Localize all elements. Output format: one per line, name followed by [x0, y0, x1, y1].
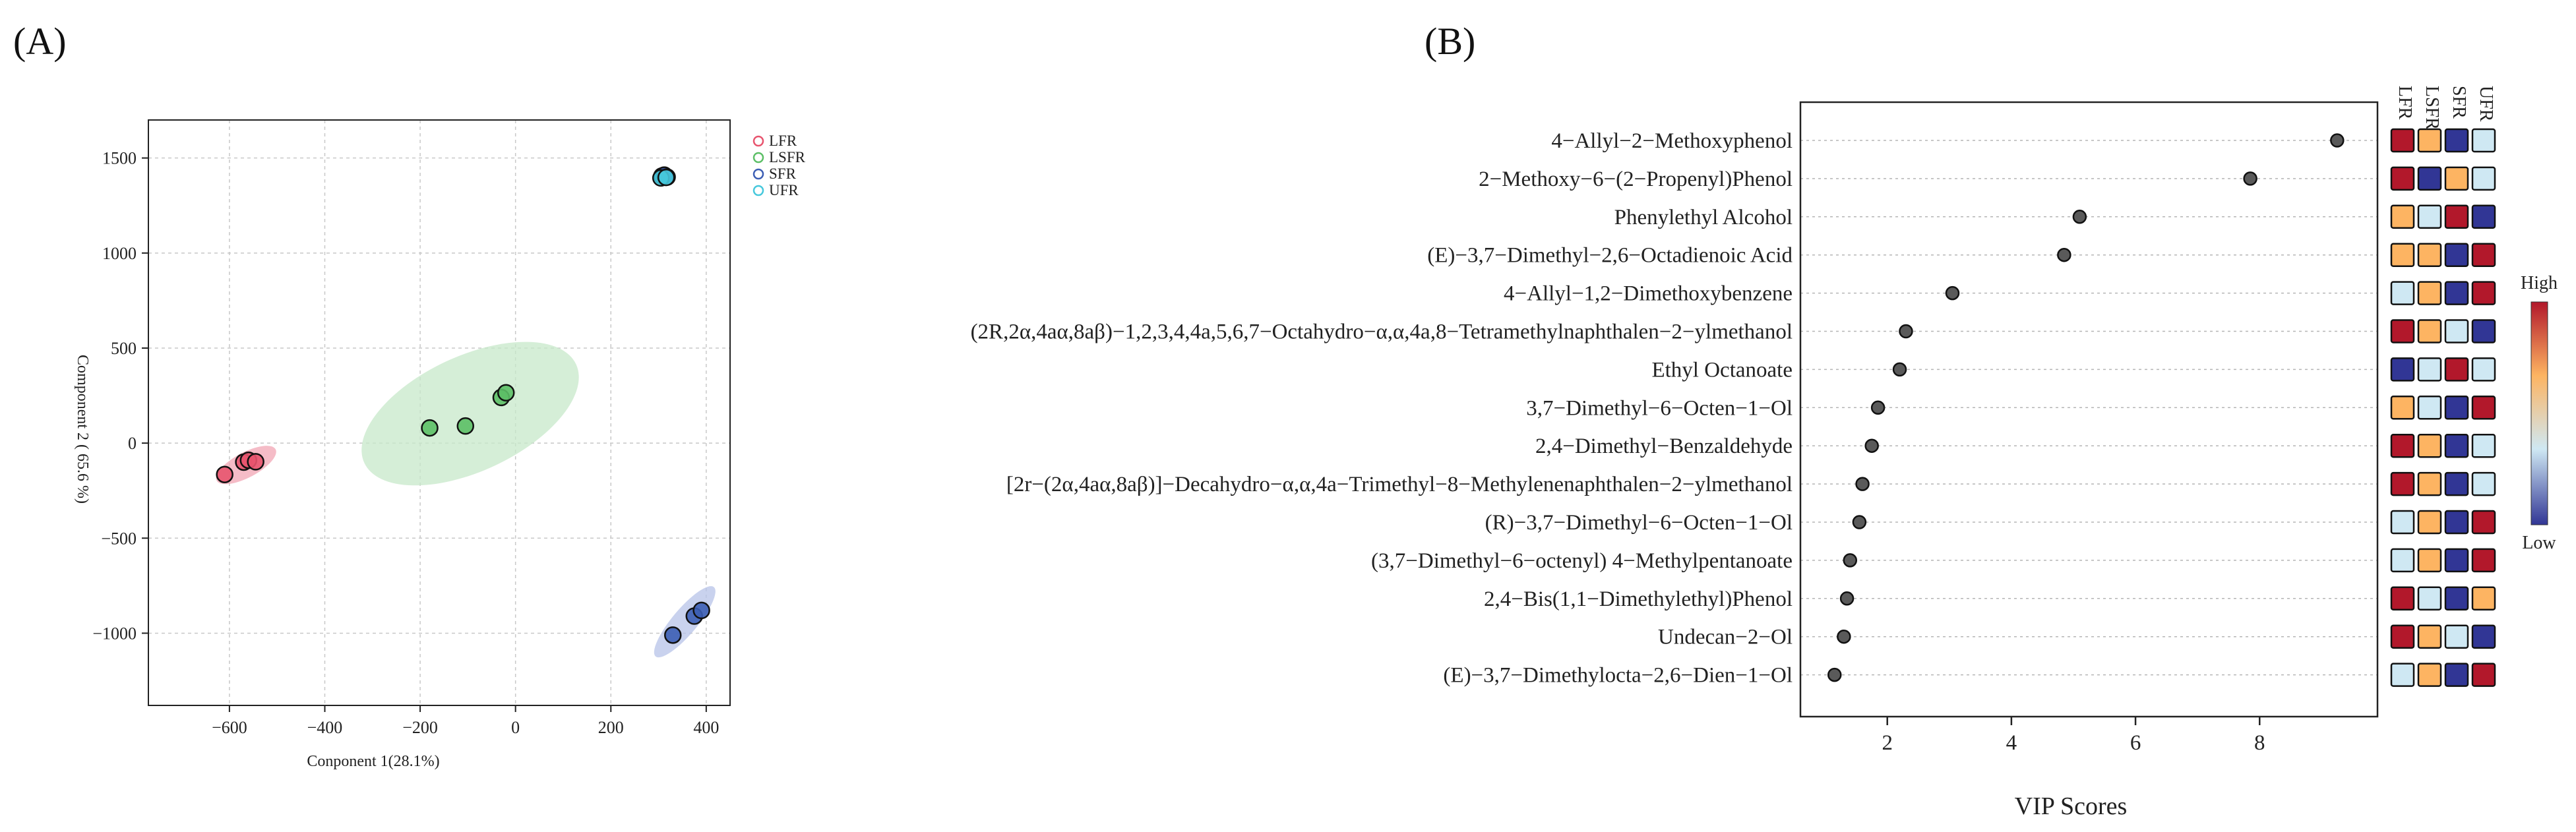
heatmap-cell-sfr [2445, 320, 2468, 343]
panel-b-x-axis-title: VIP Scores [2014, 792, 2128, 820]
compound-label: Undecan−2−Ol [1658, 625, 1793, 649]
compound-label: 2−Methoxy−6−(2−Propenyl)Phenol [1479, 167, 1793, 191]
panel-a-x-tick-label: −600 [212, 718, 247, 737]
heatmap-column-label-ufr: UFR [2476, 86, 2496, 122]
point-ufr [658, 169, 674, 185]
panel-a-y-tick-label: 500 [111, 338, 137, 358]
heatmap-cell-ufr [2472, 664, 2495, 686]
heatmap-column-label-lsfr: LSFR [2422, 86, 2442, 130]
panel-a-x-axis-title: Conponent 1(28.1%) [307, 753, 440, 770]
panel-a-y-tick-label: −1000 [92, 624, 137, 643]
heatmap-cell-lfr [2391, 511, 2414, 533]
heatmap-cell-ufr [2472, 396, 2495, 419]
heatmap-cell-ufr [2472, 244, 2495, 266]
vip-point [1899, 325, 1912, 338]
compound-label: 2,4−Dimethyl−Benzaldehyde [1535, 434, 1793, 459]
heatmap-cell-lfr [2391, 282, 2414, 305]
heatmap-cell-lfr [2391, 549, 2414, 572]
panel-a-x-tick-label: −400 [307, 718, 343, 737]
ellipse-lsfr [340, 312, 601, 516]
compound-label: 4−Allyl−2−Methoxyphenol [1551, 129, 1793, 153]
vip-point [1837, 630, 1850, 643]
heatmap-cell-ufr [2472, 358, 2495, 380]
heatmap-cell-sfr [2445, 587, 2468, 610]
vip-point [2244, 172, 2257, 185]
vip-point [1872, 401, 1884, 414]
panel-b-ticks [1882, 717, 2265, 755]
heatmap-cell-lsfr [2418, 396, 2441, 419]
panel-a-y-tick-label: 1000 [102, 243, 137, 263]
heatmap-cell-sfr [2445, 129, 2468, 152]
heatmap-cell-lsfr [2418, 473, 2441, 495]
heatmap-cell-ufr [2472, 626, 2495, 648]
compound-label: Phenylethyl Alcohol [1614, 205, 1793, 229]
heatmap-cell-sfr [2445, 358, 2468, 380]
panel-b-grid [1800, 140, 2377, 675]
heatmap-cell-lfr [2391, 167, 2414, 190]
point-lfr [248, 454, 264, 469]
compound-label: 4−Allyl−1,2−Dimethoxybenzene [1504, 282, 1793, 306]
legend-marker-sfr [754, 169, 763, 179]
point-lsfr [498, 385, 514, 401]
legend-marker-lsfr [754, 153, 763, 162]
heatmap-cell-lsfr [2418, 358, 2441, 380]
compound-label: (E)−3,7−Dimethyl−2,6−Octadienoic Acid [1427, 243, 1793, 268]
heatmap-cell-lsfr [2418, 129, 2441, 152]
heatmap-cell-sfr [2445, 473, 2468, 495]
panel-b-compound-labels [971, 129, 1793, 688]
colorbar-low-label: Low [2522, 533, 2556, 553]
heatmap-cell-ufr [2472, 511, 2495, 533]
heatmap-cell-ufr [2472, 282, 2495, 305]
panel-a-pca-plot [74, 120, 806, 770]
compound-label: 2,4−Bis(1,1−Dimethylethyl)Phenol [1483, 587, 1793, 611]
compound-label: (3,7−Dimethyl−6−octenyl) 4−Methylpentanoate [1371, 549, 1793, 573]
legend-marker-lfr [754, 136, 763, 146]
colorbar-gradient [2531, 302, 2548, 525]
heatmap-cell-lsfr [2418, 511, 2441, 533]
vip-point [1844, 554, 1856, 566]
vip-point [1853, 516, 1866, 529]
legend-label-sfr: SFR [769, 165, 796, 182]
heatmap-cell-ufr [2472, 167, 2495, 190]
heatmap-cell-ufr [2472, 129, 2495, 152]
panel-a-y-tick-label: 0 [128, 434, 137, 454]
heatmap-cell-lfr [2391, 664, 2414, 686]
legend-label-ufr: UFR [769, 182, 799, 198]
vip-point [2073, 210, 2086, 223]
point-sfr [665, 627, 681, 643]
heatmap-cell-lfr [2391, 626, 2414, 648]
heatmap-cell-ufr [2472, 206, 2495, 228]
compound-label: (R)−3,7−Dimethyl−6−Octen−1−Ol [1485, 511, 1793, 535]
heatmap-cell-lsfr [2418, 167, 2441, 190]
panel-b-heatmap [2391, 129, 2495, 686]
heatmap-cell-lfr [2391, 396, 2414, 419]
heatmap-cell-ufr [2472, 473, 2495, 495]
colorbar-high-label: High [2521, 273, 2558, 293]
panel-a-x-tick-label: 400 [693, 718, 720, 737]
heatmap-column-label-sfr: SFR [2449, 86, 2469, 119]
heatmap-cell-lsfr [2418, 434, 2441, 457]
heatmap-cell-lfr [2391, 244, 2414, 266]
vip-point [1828, 669, 1841, 681]
panel-a-ellipses [211, 312, 723, 665]
heatmap-cell-lsfr [2418, 282, 2441, 305]
legend-label-lfr: LFR [769, 133, 797, 149]
panel-b-x-tick-label: 4 [2006, 731, 2017, 755]
panel-b-x-tick-label: 8 [2254, 731, 2265, 755]
heatmap-cell-lsfr [2418, 626, 2441, 648]
heatmap-cell-lsfr [2418, 244, 2441, 266]
panel-a-label: (A) [13, 20, 67, 63]
heatmap-cell-lsfr [2418, 320, 2441, 343]
vip-point [1866, 440, 1878, 452]
panel-a-y-tick-label: 1500 [102, 148, 137, 168]
compound-label: (E)−3,7−Dimethylocta−2,6−Dien−1−Ol [1443, 663, 1793, 688]
heatmap-cell-sfr [2445, 396, 2468, 419]
panel-a-legend [754, 133, 806, 198]
point-lsfr [422, 420, 438, 436]
heatmap-cell-lfr [2391, 587, 2414, 610]
heatmap-cell-sfr [2445, 626, 2468, 648]
point-lsfr [458, 418, 474, 434]
panel-a-y-axis-title: Component 2 ( 65.6 %) [74, 355, 91, 504]
heatmap-cell-lfr [2391, 206, 2414, 228]
heatmap-cell-lsfr [2418, 587, 2441, 610]
compound-label: (2R,2α,4aα,8aβ)−1,2,3,4,4a,5,6,7−Octahydro−α,α,4a,8−Tetramethylnaphthalen−2−ylmethanol [970, 320, 1793, 344]
panel-b-label: (B) [1425, 20, 1476, 63]
heatmap-cell-sfr [2445, 434, 2468, 457]
panel-b-heatmap-column-labels [2395, 86, 2496, 130]
legend-label-lsfr: LSFR [769, 149, 805, 165]
heatmap-cell-sfr [2445, 664, 2468, 686]
panel-a-x-tick-label: 200 [598, 718, 624, 737]
vip-point [1856, 478, 1869, 490]
heatmap-cell-sfr [2445, 282, 2468, 305]
point-lfr [217, 467, 233, 483]
legend-marker-ufr [754, 186, 763, 195]
heatmap-cell-lfr [2391, 434, 2414, 457]
heatmap-cell-sfr [2445, 244, 2468, 266]
panel-a-x-tick-label: 0 [511, 718, 520, 737]
heatmap-cell-lsfr [2418, 206, 2441, 228]
panel-b-colorbar [2521, 273, 2558, 553]
compound-label: Ethyl Octanoate [1651, 358, 1793, 382]
heatmap-column-label-lfr: LFR [2395, 86, 2415, 120]
heatmap-cell-ufr [2472, 587, 2495, 610]
heatmap-cell-sfr [2445, 167, 2468, 190]
heatmap-cell-lfr [2391, 473, 2414, 495]
heatmap-cell-ufr [2472, 434, 2495, 457]
panel-b-x-tick-label: 2 [1882, 731, 1893, 755]
vip-point [1841, 592, 1853, 605]
heatmap-cell-lfr [2391, 129, 2414, 152]
heatmap-cell-sfr [2445, 549, 2468, 572]
heatmap-cell-ufr [2472, 549, 2495, 572]
heatmap-cell-sfr [2445, 206, 2468, 228]
heatmap-cell-lsfr [2418, 664, 2441, 686]
heatmap-cell-sfr [2445, 511, 2468, 533]
heatmap-cell-lfr [2391, 320, 2414, 343]
vip-point [2331, 134, 2343, 147]
compound-label: 3,7−Dimethyl−6−Octen−1−Ol [1526, 396, 1793, 421]
point-sfr [694, 603, 710, 618]
heatmap-cell-lfr [2391, 358, 2414, 380]
panel-b-x-tick-label: 6 [2130, 731, 2141, 755]
panel-b-frame [1800, 102, 2377, 717]
ellipse-sfr [646, 579, 723, 665]
panel-b-vip-plot [971, 86, 2558, 820]
vip-point [1946, 287, 1959, 299]
heatmap-cell-ufr [2472, 320, 2495, 343]
heatmap-cell-lsfr [2418, 549, 2441, 572]
panel-a-y-tick-label: −500 [101, 529, 137, 549]
vip-point [1893, 363, 1906, 376]
compound-label: [2r−(2α,4aα,8aβ)]−Decahydro−α,α,4a−Trimethyl−8−Methylenenaphthalen−2−ylmethanol [1006, 473, 1793, 497]
vip-point [2058, 249, 2070, 261]
panel-a-x-tick-label: −200 [402, 718, 438, 737]
